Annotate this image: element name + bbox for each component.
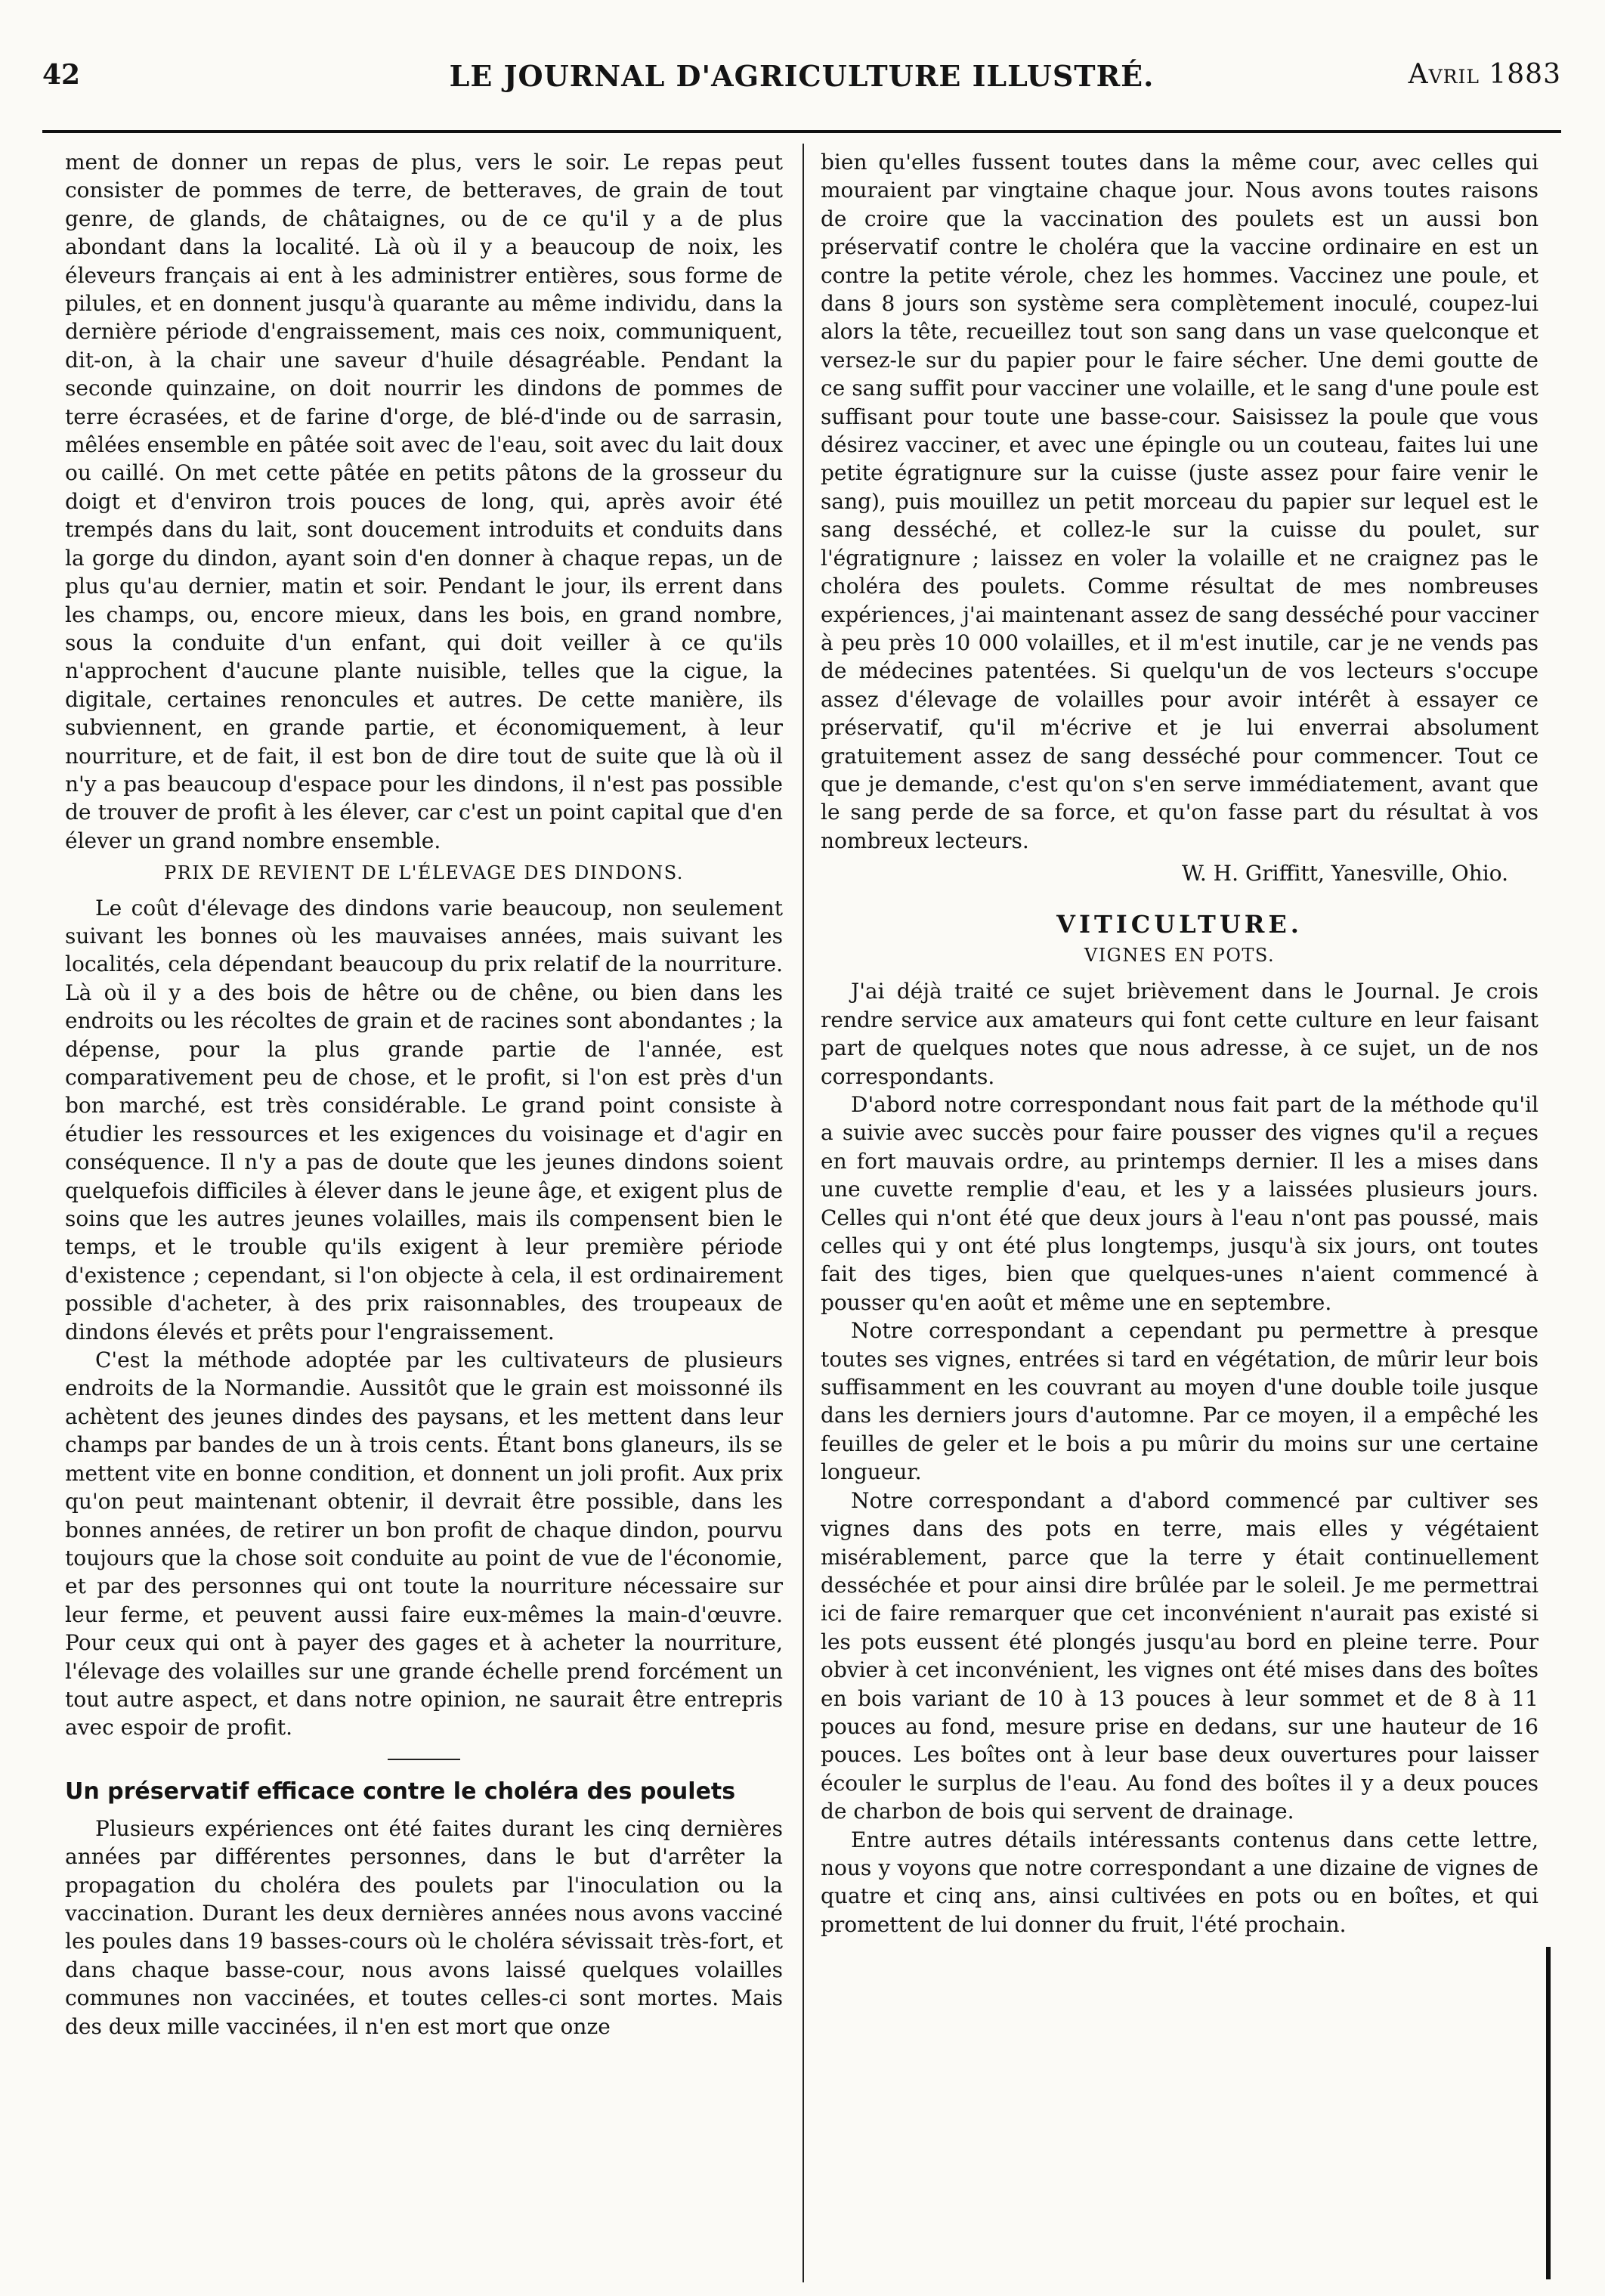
paragraph: Le coût d'élevage des dindons varie beaucoup, non seulement suivant les bonnes où les mauvaises années, mais suivant les localités, cela dépendant beaucoup du prix relatif de la nourriture. Là où il y a des bois de hêtre ou de chêne, ou bien dans les endroits ou les récoltes de grain et de racines sont abondantes ; la dépense, pour la plus grande partie de l'année, est comparativement peu de chose, et le profit, si l'on est près d'un bon marché, est très considérable. Le grand point consiste à étudier les ressources et les exigences du voisinage et d'agir en conséquence. Il n'y a pas de doute que les jeunes dindons soient quelquefois difficiles à élever dans le jeune âge, et exigent plus de soins que les autres jeunes volailles, mais ils compensent bien le temps, et le trouble qu'ils exigent à leur première période d'existence ; cependant, si l'on objecte à cela, il est ordinairement possible d'acheter, à des prix raisonnables, des troupeaux de dindons élevés et prêts pour l'engraissement. xyxy=(65,895,783,1344)
header-rule xyxy=(42,130,1561,133)
separator-rule xyxy=(388,1759,460,1760)
paragraph: ment de donner un repas de plus, vers le soir. Le repas peut consister de pommes de terre, de betteraves, de grain de tout genre, de glands, de châtaignes, ou de ce qu'il y a de plus abondant dans la localité. Là où il y a beaucoup de noix, les éleveurs français ai ent à les administrer entières, sous forme de pilules, et en donnent jusqu'à quarante au même individu, dans la dernière période d'engraissement, mais ces noix, communiquent, dit-on, à la chair une saveur d'huile désagréable. Pendant la seconde quinzaine, on doit nourrir les dindons de pommes de terre écrasées, et de farine d'orge, de blé-d'inde ou de sarrasin, mêlées ensemble en pâtée soit avec de l'eau, soit avec du lait doux ou caillé. On met cette pâtée en petits pâtons de la grosseur du doigt et d'environ trois pouces de long, qui, après avoir été trempés dans du lait, sont doucement introduits et conduits dans la gorge du dindon, ayant soin d'en donner à chaque repas, un de plus qu'au dernier, matin et soir. Pendant le jour, ils errent dans les champs, ou, encore mieux, dans les bois, en grand nombre, sous la conduite d'un enfant, qui doit veiller à ce qu'ils n'approchent d'aucune plante nuisible, telles que la cigue, la digitale, certaines renoncules et autres. De cette manière, ils subviennent, en grande partie, et économiquement, à leur nourriture, et de fait, il est bon de dire tout de suite que là où il n'y a pas beaucoup d'espace pour les dindons, il n'est pas possible de trouver de profit à les élever, car c'est un point capital que d'en élever un grand nombre ensemble. xyxy=(65,150,783,853)
paragraph: D'abord notre correspondant nous fait part de la méthode qu'il a suivie avec succès pour faire pousser des vignes qu'il a reçues en fort mauvais ordre, au printemps dernier. Il les a mises dans une cuvette remplie d'eau, et les y a laissées plusieurs jours. Celles qui n'ont été que deux jours à l'eau n'ont pas poussé, mais celles qui y ont été plus longtemps, jusqu'à six jours, ont toutes fait des tiges, bien que quelques-unes n'aient commencé à pousser qu'en août et même une en septembre. xyxy=(821,1092,1539,1315)
section-subheading: PRIX DE REVIENT DE L'ÉLEVAGE DES DINDONS. xyxy=(164,862,684,884)
issue-date: Avril 1883 xyxy=(1408,59,1561,90)
paragraph: C'est la méthode adoptée par les cultivateurs de plusieurs endroits de la Normandie. Aussitôt que le grain est moissonné ils achètent des jeunes dindes des paysans, et les mettent dans leur champs par bandes de un à trois cents. Étant bons glaneurs, ils se mettent vite en bonne condition, et donnent un joli profit. Aux prix qu'on peut maintenant obtenir, il devrait être possible, dans les bonnes années, de retirer un bon profit de chaque dindon, pourvu toujours que la chose soit conduite au point de vue de l'économie, et par des personnes qui ont toute la nourriture nécessaire sur leur ferme, et peuvent aussi faire eux-mêmes la main-d'œuvre. Pour ceux qui ont à payer des gages et à acheter la nourriture, l'élevage des volailles sur une grande échelle prend forcément un tout autre aspect, et dans notre opinion, ne saurait être entrepris avec espoir de profit. xyxy=(65,1348,783,1741)
section-subtitle: VIGNES EN POTS. xyxy=(1084,944,1276,966)
page-header xyxy=(42,59,1561,101)
left-column xyxy=(65,148,783,2279)
paragraph: bien qu'elles fussent toutes dans la même cour, avec celles qui mouraient par vingtaine chaque jour. Nous avons toutes raisons de croire que la vaccination des poulets est un aussi bon préservatif contre le choléra que la vaccine ordinaire en est un contre la petite vérole, chez les hommes. Vaccinez une poule, et dans 8 jours son système sera complètement inoculé, coupez-lui alors la tête, recueillez tout son sang dans un vase quelconque et versez-le sur du papier pour le faire sécher. Une demi goutte de ce sang suffit pour vacciner une volaille, et le sang d'une poule est suffisant pour toute une basse-cour. Saisissez la poule que vous désirez vacciner, et avec une épingle ou un couteau, faites lui une petite égratignure sur la cuisse (juste assez pour faire venir le sang), puis mouillez un petit morceau du papier sur lequel est le sang desséché, et collez-le sur la cuisse du poulet, sur l'égratignure ; laissez en voler la volaille et ne craignez pas le choléra des poulets. Comme résultat de mes nombreuses expériences, j'ai maintenant assez de sang desséché pour vacciner à peu près 10 000 volailles, et il m'est inutile, car je ne vends pas de médecines patentées. Si quelqu'un de vos lecteurs s'occupe assez d'élevage de volailles pour avoir intérêt à essayer ce préservatif, qu'il m'écrive et je lui enverrai absolument gratuitement assez de sang desséché pour commencer. Tout ce que je demande, c'est qu'on s'en serve immédiatement, avant que le sang perde de sa force, et qu'on fasse part du résultat à vos nombreux lecteurs. xyxy=(821,150,1539,853)
right-column xyxy=(821,148,1539,2219)
paragraph: Notre correspondant a d'abord commencé par cultiver ses vignes dans des pots en terre, mais elles y végétaient misérablement, parce que la terre y était continuellement desséchée et pour ainsi dire brûlée par le soleil. Je me permettrai ici de faire remarquer que cet inconvénient n'aurait pas existé si les pots eussent été plongés jusqu'au bord en pleine terre. Pour obvier à cet inconvénient, les vignes ont été mises dans des boîtes en bois variant de 10 à 13 pouces à leur sommet et de 8 à 11 pouces au fond, mesure prise en dedans, sur une hauteur de 16 pouces. Les boîtes ont à leur base deux ouvertures pour laisser écouler le surplus de l'eau. Au fond des boîtes il y a deux pouces de charbon de bois qui servent de drainage. xyxy=(821,1487,1539,1824)
article-title: Un préservatif efficace contre le choléra des poulets xyxy=(65,1778,736,1805)
paragraph: Notre correspondant a cependant pu permettre à presque toutes ses vignes, entrées si tard en végétation, de mûrir leur bois suffisamment en les couvrant au moyen d'une double toile jusque dans les derniers jours d'automne. Par ce moyen, il a empêché les feuilles de geler et le bois a pu mûrir du moins sur une certaine longueur. xyxy=(821,1318,1539,1485)
column-divider xyxy=(802,144,804,2282)
paragraph: Entre autres détails intéressants contenus dans cette lettre, nous y voyons que notre correspondant a une dizaine de vignes de quatre et cinq ans, ainsi cultivées en pots ou en boîtes, et qui promettent de lui donner du fruit, l'été prochain. xyxy=(821,1827,1539,1937)
section-title: VITICULTURE. xyxy=(1056,909,1303,939)
paragraph: J'ai déjà traité ce sujet brièvement dans le Journal. Je crois rendre service aux amateurs qui font cette culture en leur faisant part de quelques notes que nous adresse, à ce sujet, un de nos correspondants. xyxy=(821,979,1539,1089)
edge-rule xyxy=(1546,1947,1551,2279)
page-number: 42 xyxy=(42,59,81,91)
author-signature: W. H. Griffitt, Yanesville, Ohio. xyxy=(1181,861,1508,887)
paragraph: Plusieurs expériences ont été faites durant les cinq dernières années par différentes personnes, dans le but d'arrêter la propagation du choléra des poulets par l'inoculation ou la vaccination. Durant les deux dernières années nous avons vacciné les poules dans 19 basses-cours où le choléra sévissait très-fort, et dans chaque basse-cour, nous avons laissé quelques volailles communes non vaccinées, et toutes celles-ci sont mortes. Mais des deux mille vaccinées, il n'en est mort que onze xyxy=(65,1815,783,2039)
journal-title: LE JOURNAL D'AGRICULTURE ILLUSTRÉ. xyxy=(449,59,1155,93)
